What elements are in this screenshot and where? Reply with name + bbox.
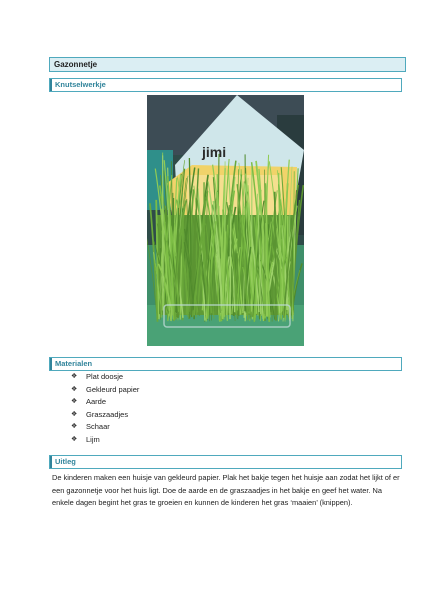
section-heading-craft <box>49 78 402 92</box>
list-item <box>71 371 139 384</box>
photo-sign-text: jimi <box>202 144 227 160</box>
list-item-label: Gekleurd papier <box>86 384 140 394</box>
explanation-paragraph: De kinderen maken een huisje van gekleurd papier. Plak het bakje tegen het huisje aan zodat het lijkt of er een gazonnetje voor het huis ligt. Doe de aarde en de graszaadjes in het bakje en geef het water. Na enkele dagen begint het gras te groeien en kunnen de kinderen het gras ‘maaien’ (knippen). <box>52 473 400 508</box>
diamond-bullet-icon: ❖ <box>71 410 78 418</box>
list-item <box>71 409 139 422</box>
photo-illustration <box>147 95 304 346</box>
list-item <box>71 434 139 447</box>
section-heading-label: Knutselwerkje <box>55 80 106 89</box>
diamond-bullet-icon: ❖ <box>71 423 78 431</box>
list-item-label: Aarde <box>86 397 107 407</box>
heading-accent <box>50 79 52 91</box>
list-item-label: Lijm <box>86 434 100 444</box>
heading-accent <box>50 456 52 468</box>
materials-list <box>71 371 139 447</box>
list-item-label: Graszaadjes <box>86 409 129 419</box>
list-item <box>71 396 139 409</box>
list-item <box>71 421 139 434</box>
diamond-bullet-icon: ❖ <box>71 373 78 380</box>
list-item-label: Schaar <box>86 422 110 432</box>
section-heading-explanation <box>49 455 402 469</box>
diamond-bullet-icon: ❖ <box>71 398 78 406</box>
document-title: Gazonnetje <box>49 57 406 72</box>
heading-accent <box>50 358 52 370</box>
section-heading-label: Uitleg <box>55 457 76 466</box>
diamond-bullet-icon: ❖ <box>71 435 78 443</box>
section-heading-label: Materialen <box>55 359 93 368</box>
section-heading-materials <box>49 357 402 371</box>
list-item <box>71 384 139 397</box>
list-item-label: Plat doosje <box>86 372 124 381</box>
grass-house-photo <box>147 95 304 346</box>
diamond-bullet-icon: ❖ <box>71 385 78 393</box>
